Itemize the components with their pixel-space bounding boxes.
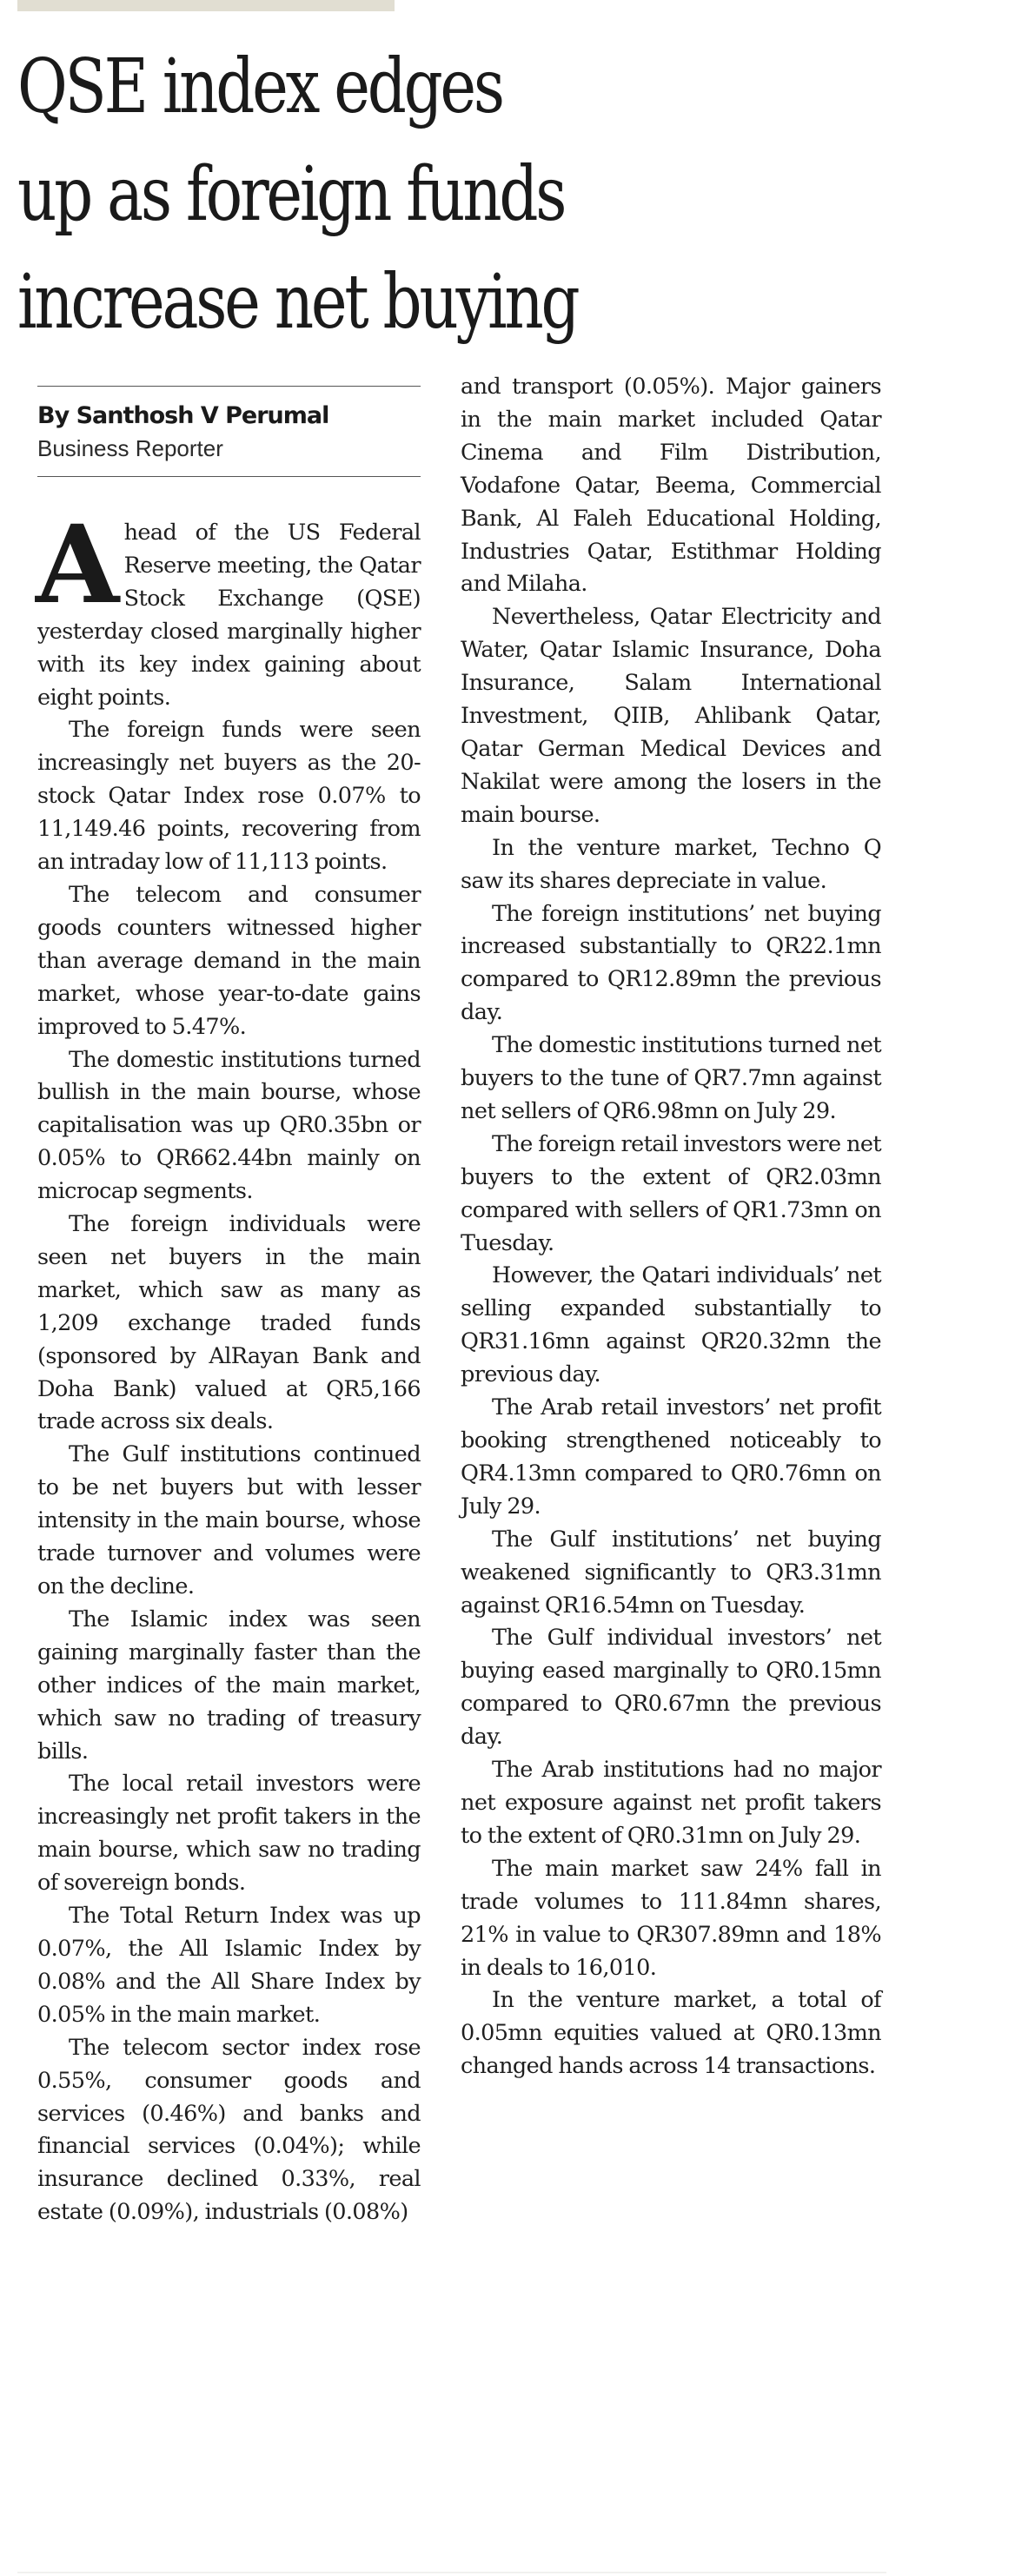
paragraph: In the venture market, a total of 0.05mn equities valued at QR0.13mn changed hands across 14 transactions.: [461, 1987, 881, 2080]
paragraph: The foreign individuals were seen net buyers in the main market, which saw as many as 1,209 exchange traded funds (sponsored by AlRayan Bank and Doha Bank) valued at QR5,166 trade across six deals.: [37, 1211, 421, 1435]
byline-role: Business Reporter: [37, 435, 223, 461]
drop-cap: A: [36, 502, 119, 628]
paragraph: The foreign institutions’ net buying increased substantially to QR22.1mn compared to QR12.89mn the previous day.: [461, 900, 881, 1026]
paragraph: The telecom and consumer goods counters witnessed higher than average demand in the main market, whose year-to-date gains improved to 5.47%.: [37, 881, 421, 1040]
paragraph: The Islamic index was seen gaining marginally faster than the other indices of the main market, which saw no trading of treasury bills.: [37, 1606, 421, 1765]
paragraph: The Gulf institutions’ net buying weakened significantly to QR3.31mn against QR16.54mn on Tuesday.: [461, 1526, 881, 1619]
paragraph: The domestic institutions turned net buyers to the tune of QR7.7mn against net sellers of QR6.98mn on July 29.: [461, 1032, 881, 1124]
byline: [37, 386, 421, 477]
paragraph: The Total Return Index was up 0.07%, the All Islamic Index by 0.08% and the All Share Index by 0.05% in the main market.: [37, 1903, 421, 2028]
paragraph: The Gulf institutions continued to be net buyers but with lesser intensity in the main bourse, whose trade turnover and volumes were on the decline.: [37, 1441, 421, 1599]
byline-author: By Santhosh V Perumal: [37, 402, 329, 429]
headline: [17, 33, 578, 356]
paragraph: The main market saw 24% fall in trade volumes to 111.84mn shares, 21% in value to QR307.89mn and 18% in deals to 16,010.: [461, 1855, 881, 1981]
paragraph: In the venture market, Techno Q saw its shares depreciate in value.: [461, 834, 881, 894]
paragraph: The foreign funds were seen increasingly net buyers as the 20-stock Qatar Index rose 0.07% to 11,149.46 points, recovering from an intraday low of 11,113 points.: [37, 717, 421, 876]
paragraph: However, the Qatari individuals’ net selling expanded substantially to QR31.16mn against QR20.32mn the previous day.: [461, 1262, 881, 1388]
headline-line-3: increase net buying: [17, 259, 578, 346]
article-column-left: [36, 502, 421, 2229]
lead-paragraph: [36, 502, 421, 714]
section-header-bar: [17, 0, 395, 11]
headline-line-1: QSE index edges: [17, 43, 502, 130]
paragraph: Nevertheless, Qatar Electricity and Water, Qatar Islamic Insurance, Doha Insurance, Salam International Investment, QIIB, Ahlibank Qatar, Qatar German Medical Devices and Nakilat were among the losers in the main bourse.: [461, 604, 881, 828]
paragraph-continuation: and transport (0.05%). Major gainers in the main market included Qatar Cinema and Film Distribution, Vodafone Qatar, Beema, Commercial Bank, Al Faleh Educational Holding, Industries Qatar, Estithmar Holding and Milaha.: [461, 374, 881, 598]
lead-paragraph-text: head of the US Federal Reserve meeting, the Qatar Stock Exchange (QSE) yesterday closed marginally higher with its key index gaining about eight points.: [37, 520, 421, 711]
paragraph: The Gulf individual investors’ net buying eased marginally to QR0.15mn compared to QR0.67mn the previous day.: [461, 1625, 881, 1751]
paragraph: The domestic institutions turned bullish in the main bourse, whose capitalisation was up QR0.35bn or 0.05% to QR662.44bn mainly on microcap segments.: [37, 1046, 421, 1205]
paragraph: The telecom sector index rose 0.55%, consumer goods and services (0.46%) and banks and financial services (0.04%); while insurance declined 0.33%, real estate (0.09%), industrials (0.08%): [37, 2034, 421, 2226]
page-bottom-edge: [17, 2572, 886, 2573]
paragraph: The Arab retail investors’ net profit booking strengthened noticeably to QR4.13mn compared to QR0.76mn on July 29.: [461, 1394, 881, 1520]
paragraph: The Arab institutions had no major net exposure against net profit takers to the extent of QR0.31mn on July 29.: [461, 1757, 881, 1849]
paragraph: The local retail investors were increasingly net profit takers in the main bourse, which saw no trading of sovereign bonds.: [37, 1771, 421, 1897]
headline-line-2: up as foreign funds: [17, 151, 565, 238]
article-column-right: [461, 371, 881, 2083]
paragraph: The foreign retail investors were net buyers to the extent of QR2.03mn compared with sellers of QR1.73mn on Tuesday.: [461, 1130, 881, 1256]
